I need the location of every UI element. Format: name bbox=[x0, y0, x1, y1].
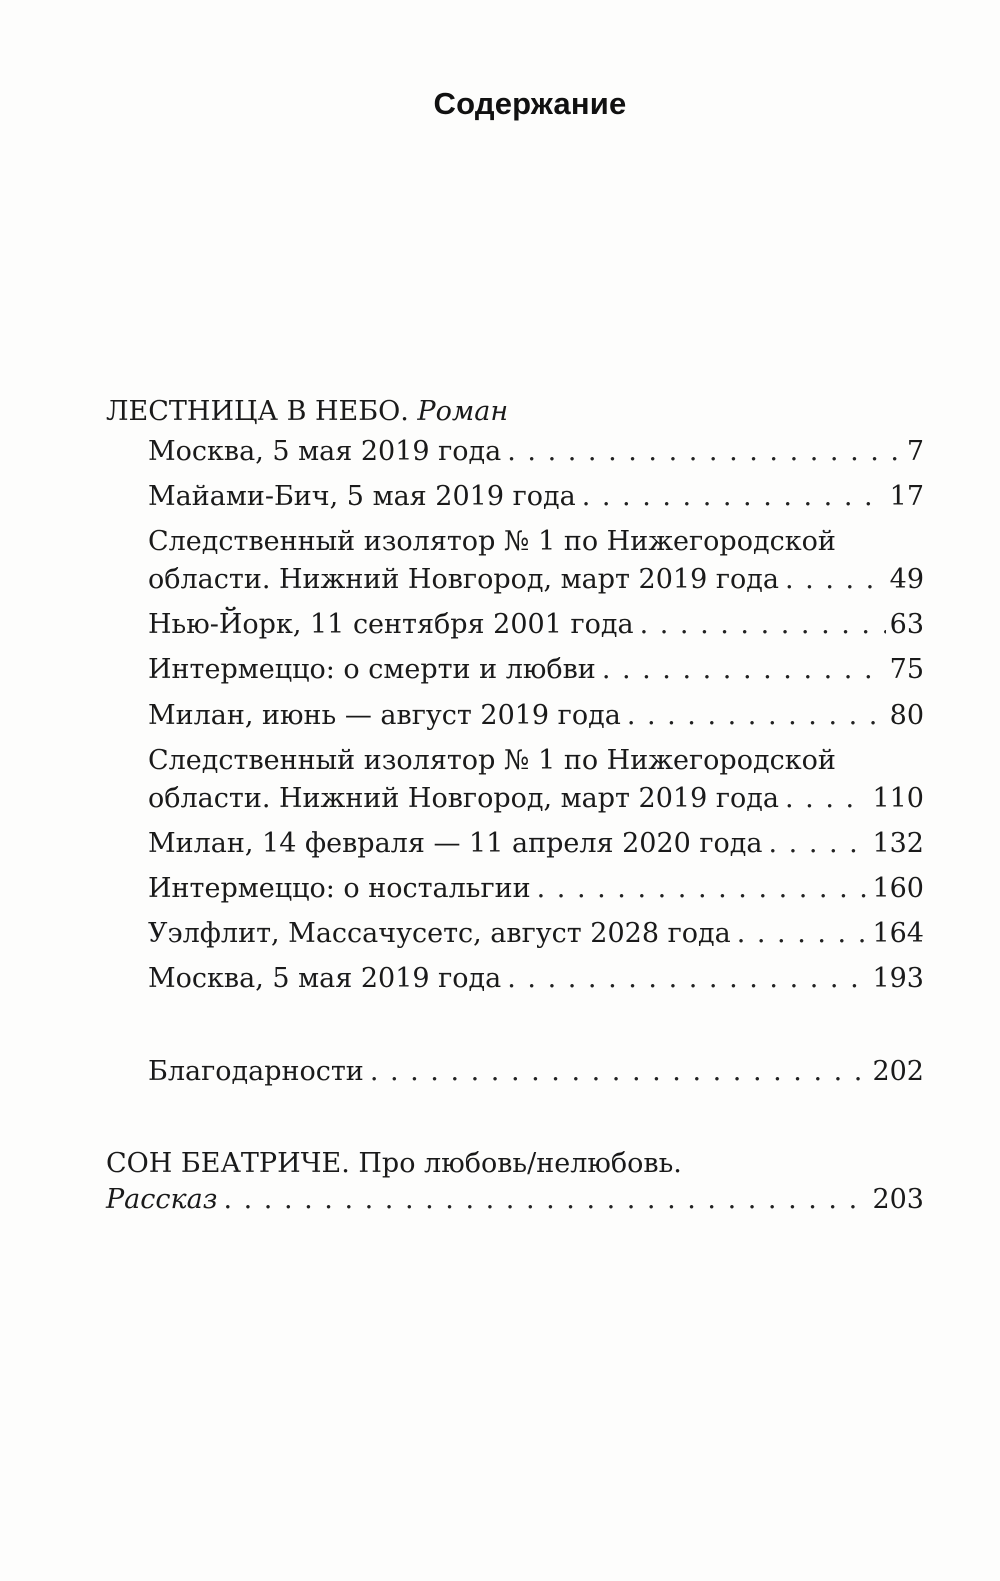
toc-entry[interactable] bbox=[148, 520, 924, 602]
entry-title: Милан, июнь — август 2019 года bbox=[148, 700, 621, 731]
entry-title-line1: Следственный изолятор № 1 по Нижегородской bbox=[148, 745, 836, 776]
entry-page-number: 110 bbox=[872, 783, 924, 814]
entry-title: Интермеццо: о смерти и любви bbox=[148, 654, 596, 685]
entry-title: Благодарности bbox=[148, 1056, 364, 1087]
entry-page-number: 164 bbox=[872, 918, 924, 949]
entry-title: Уэлфлит, Массачусетс, август 2028 года bbox=[148, 918, 731, 949]
dot-leader bbox=[223, 1178, 868, 1222]
section-heading-novel bbox=[106, 394, 508, 430]
dot-leader bbox=[602, 648, 886, 692]
entry-page-number: 49 bbox=[889, 564, 924, 595]
dot-leader bbox=[737, 912, 869, 956]
toc-entry[interactable] bbox=[148, 430, 924, 474]
entry-title: Москва, 5 мая 2019 года bbox=[148, 436, 502, 467]
dot-leader bbox=[537, 867, 869, 911]
toc-entry[interactable] bbox=[148, 912, 924, 956]
toc-entry[interactable] bbox=[148, 822, 924, 866]
toc-entry[interactable] bbox=[148, 739, 924, 821]
toc-entry[interactable] bbox=[148, 475, 924, 519]
toc-entry[interactable] bbox=[148, 694, 924, 738]
entry-title: Рассказ bbox=[106, 1184, 218, 1215]
entry-page-number: 80 bbox=[889, 700, 924, 731]
dot-leader bbox=[582, 475, 886, 519]
toc-entry[interactable] bbox=[148, 603, 924, 647]
entry-title: области. Нижний Новгород, март 2019 года bbox=[148, 564, 779, 595]
dot-leader bbox=[627, 694, 886, 738]
toc-entry-acknowledgements[interactable] bbox=[148, 1050, 924, 1094]
entry-title: Майами-Бич, 5 мая 2019 года bbox=[148, 481, 576, 512]
section-title: ЛЕСТНИЦА В НЕБО. bbox=[106, 396, 409, 427]
entry-page-number: 132 bbox=[872, 828, 924, 859]
entry-page-number: 17 bbox=[889, 481, 924, 512]
entry-title: Москва, 5 мая 2019 года bbox=[148, 963, 502, 994]
entry-page-number: 203 bbox=[872, 1184, 924, 1215]
entry-title: Нью-Йорк, 11 сентября 2001 года bbox=[148, 609, 634, 640]
section-genre: Роман bbox=[417, 396, 509, 427]
entry-page-number: 7 bbox=[906, 436, 924, 467]
entry-page-number: 63 bbox=[889, 609, 924, 640]
entry-title: Милан, 14 февраля — 11 апреля 2020 года bbox=[148, 828, 763, 859]
page-title: Содержание bbox=[433, 86, 627, 121]
dot-leader bbox=[370, 1050, 869, 1094]
entry-page-number: 75 bbox=[889, 654, 924, 685]
dot-leader bbox=[507, 430, 903, 474]
dot-leader bbox=[640, 603, 886, 647]
entry-page-number: 202 bbox=[872, 1056, 924, 1087]
toc-entry[interactable] bbox=[148, 867, 924, 911]
toc-entry-story[interactable] bbox=[106, 1142, 924, 1222]
entry-title: области. Нижний Новгород, март 2019 года bbox=[148, 783, 779, 814]
dot-leader bbox=[785, 558, 886, 602]
entry-page-number: 160 bbox=[872, 873, 924, 904]
dot-leader bbox=[785, 777, 868, 821]
dot-leader bbox=[507, 957, 868, 1001]
dot-leader bbox=[769, 822, 869, 866]
entry-title: Интермеццо: о ностальгии bbox=[148, 873, 531, 904]
toc-entry[interactable] bbox=[148, 648, 924, 692]
entry-title-line1: СОН БЕАТРИЧЕ. Про любовь/нелюбовь. bbox=[106, 1148, 682, 1179]
entry-page-number: 193 bbox=[872, 963, 924, 994]
toc-entry[interactable] bbox=[148, 957, 924, 1001]
entry-title-line1: Следственный изолятор № 1 по Нижегородской bbox=[148, 526, 836, 557]
